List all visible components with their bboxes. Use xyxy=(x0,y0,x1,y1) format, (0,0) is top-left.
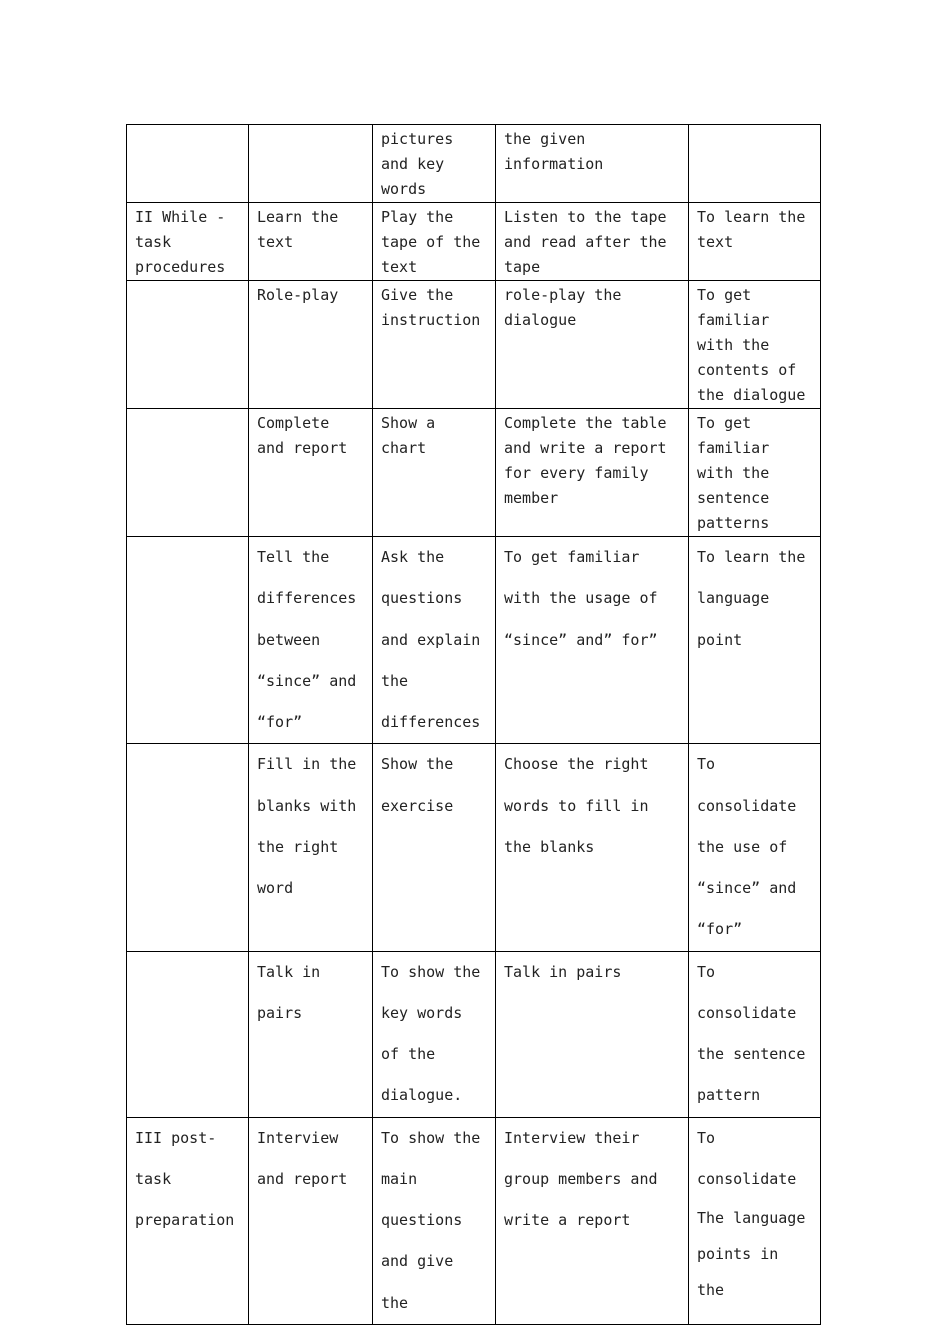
teacher-cell xyxy=(373,203,496,281)
teacher-cell xyxy=(373,744,496,951)
teacher-text: pictures and key words xyxy=(381,130,454,198)
purpose-text: To learn the text xyxy=(697,208,806,251)
students-text: Interview their group members and write a report xyxy=(504,1128,658,1229)
stage-cell xyxy=(127,537,249,744)
students-text: the given information xyxy=(504,130,604,173)
teacher-text: Show a chart xyxy=(381,414,436,457)
activity-text: Tell the differences between “since” and “for” xyxy=(257,548,357,731)
students-cell xyxy=(496,281,689,409)
students-text: Choose the right words to fill in the blanks xyxy=(504,755,649,856)
table-row xyxy=(127,1117,821,1324)
teacher-text: To show the main questions and give the xyxy=(381,1128,481,1312)
activity-cell xyxy=(249,744,373,951)
students-cell xyxy=(496,1117,689,1324)
table-row xyxy=(127,203,821,281)
activity-text: Talk in pairs xyxy=(257,962,321,1022)
students-text: Talk in pairs xyxy=(504,962,622,981)
teacher-cell xyxy=(373,537,496,744)
activity-cell xyxy=(249,281,373,409)
purpose-cell xyxy=(689,409,821,537)
purpose-text: To consolidate the use of “since” and “for” xyxy=(697,755,797,939)
purpose-cell xyxy=(689,744,821,951)
purpose-text: To get familiar with the contents of the dialogue xyxy=(697,286,806,404)
activity-cell xyxy=(249,409,373,537)
teacher-text: Show the exercise xyxy=(381,755,454,815)
purpose-text-head: To consolidate xyxy=(697,1128,797,1188)
teacher-text: To show the key words of the dialogue. xyxy=(381,962,481,1105)
purpose-cell xyxy=(689,537,821,744)
activity-cell xyxy=(249,1117,373,1324)
teacher-text: Play the tape of the text xyxy=(381,208,481,276)
stage-cell xyxy=(127,409,249,537)
purpose-cell xyxy=(689,281,821,409)
activity-text: Role-play xyxy=(257,286,339,304)
teacher-cell xyxy=(373,951,496,1117)
activity-text: Fill in the blanks with the right word xyxy=(257,755,357,897)
activity-text: Complete and report xyxy=(257,414,348,457)
purpose-text: To learn the language point xyxy=(697,548,806,649)
stage-cell xyxy=(127,951,249,1117)
stage-cell xyxy=(127,1117,249,1324)
lesson-plan-table xyxy=(126,124,821,1325)
teacher-text: Ask the questions and explain the differences xyxy=(381,548,481,731)
activity-cell xyxy=(249,125,373,203)
teacher-cell xyxy=(373,1117,496,1324)
stage-cell xyxy=(127,203,249,281)
table-row xyxy=(127,537,821,744)
purpose-text-tail: The language points in the xyxy=(697,1209,806,1299)
table-row xyxy=(127,951,821,1117)
purpose-cell xyxy=(689,1117,821,1324)
teacher-cell xyxy=(373,281,496,409)
teacher-cell xyxy=(373,125,496,203)
activity-cell xyxy=(249,203,373,281)
students-text: Listen to the tape and read after the tape xyxy=(504,208,667,276)
purpose-cell xyxy=(689,203,821,281)
table-row xyxy=(127,281,821,409)
purpose-text: To consolidate the sentence pattern xyxy=(697,962,806,1105)
activity-text: Learn the text xyxy=(257,208,339,251)
stage-cell xyxy=(127,744,249,951)
activity-cell xyxy=(249,537,373,744)
students-cell xyxy=(496,125,689,203)
students-cell xyxy=(496,409,689,537)
students-cell xyxy=(496,951,689,1117)
stage-text: II While - task procedures xyxy=(135,208,226,276)
students-text: To get familiar with the usage of “since” and” for” xyxy=(504,548,658,649)
students-cell xyxy=(496,203,689,281)
teacher-text: Give the instruction xyxy=(381,286,481,329)
table-row xyxy=(127,125,821,203)
activity-text: Interview and report xyxy=(257,1128,348,1188)
activity-cell xyxy=(249,951,373,1117)
students-text: Complete the table and write a report for every family member xyxy=(504,414,667,507)
stage-text: III post-task preparation xyxy=(135,1128,235,1229)
teacher-cell xyxy=(373,409,496,537)
purpose-cell xyxy=(689,951,821,1117)
students-text: role-play the dialogue xyxy=(504,286,622,329)
students-cell xyxy=(496,537,689,744)
students-cell xyxy=(496,744,689,951)
purpose-text: To get familiar with the sentence patterns xyxy=(697,414,770,532)
table-row xyxy=(127,744,821,951)
table-row xyxy=(127,409,821,537)
purpose-cell xyxy=(689,125,821,203)
stage-cell xyxy=(127,281,249,409)
stage-cell xyxy=(127,125,249,203)
